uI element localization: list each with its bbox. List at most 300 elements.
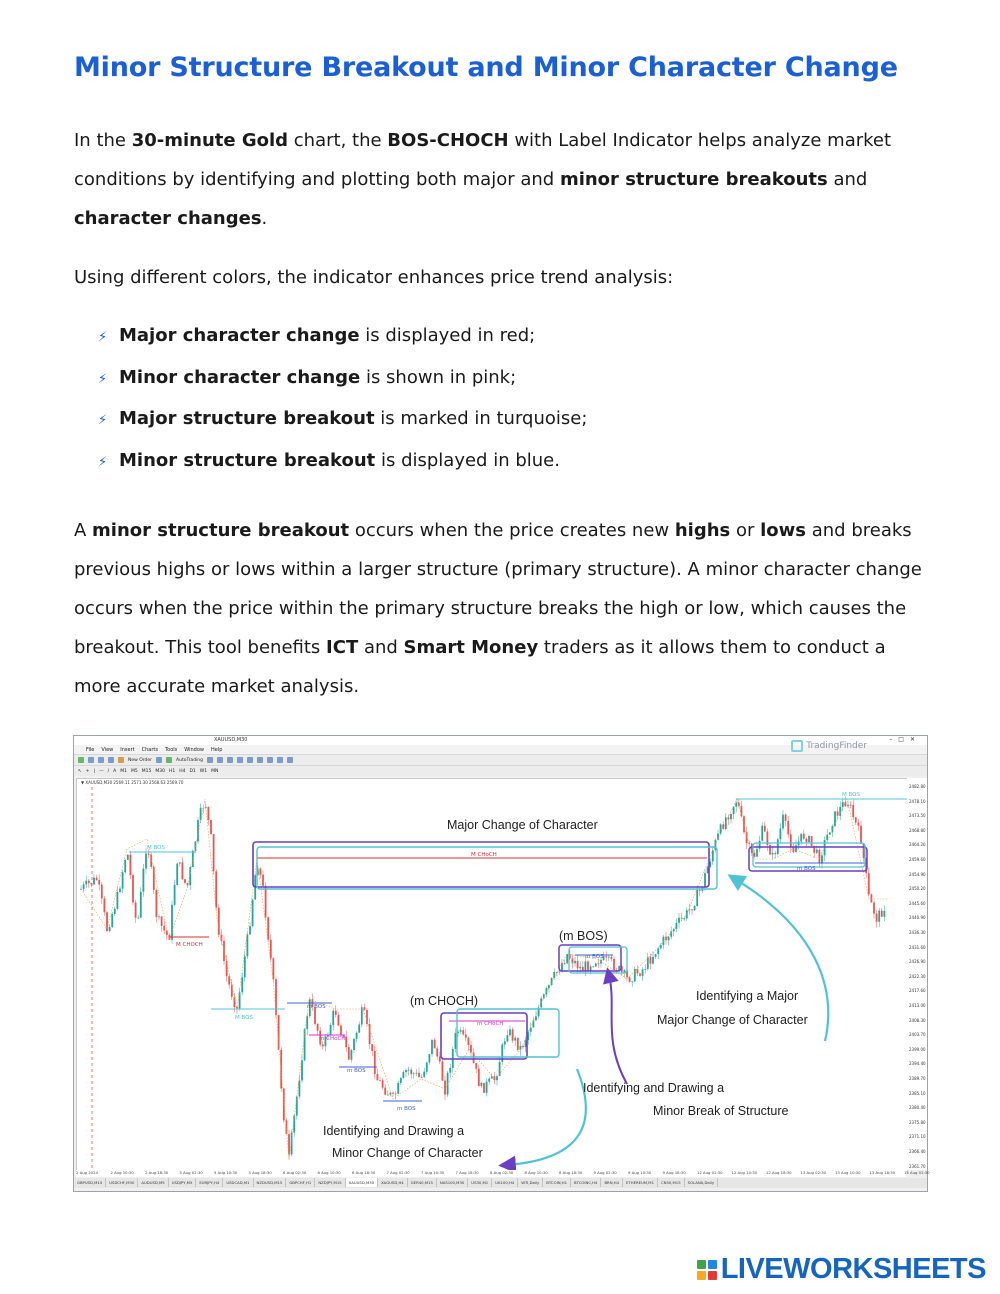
candle-body xyxy=(234,997,236,1007)
time-label: 6 Aug 18:30 xyxy=(352,1170,376,1175)
candle-body xyxy=(418,1073,420,1077)
chart-tab[interactable]: SOLANA,Daily xyxy=(685,1178,718,1187)
candle-body xyxy=(774,853,776,854)
candle-body xyxy=(582,967,584,970)
text-tool-icon[interactable]: A xyxy=(113,768,117,774)
menu-view[interactable]: View xyxy=(101,746,114,753)
candle-body xyxy=(668,937,670,940)
colors-intro: Using different colors, the indicator enhances price trend analysis: xyxy=(74,267,674,288)
price-label: 2422.30 xyxy=(909,973,926,979)
chart-tab[interactable]: XAGUSD,H4 xyxy=(378,1178,408,1187)
timeframe-w1[interactable]: W1 xyxy=(199,768,208,774)
candle-body xyxy=(793,848,795,853)
time-label: 5 Aug 18:30 xyxy=(248,1170,272,1175)
candle-body xyxy=(650,957,652,963)
price-label: 2431.60 xyxy=(909,944,926,950)
candle-body xyxy=(143,869,145,892)
annotation-minor-break-2: Minor Break of Structure xyxy=(653,1104,789,1118)
minor-choch-box-turquoise xyxy=(457,1009,559,1057)
time-label: 7 Aug 18:30 xyxy=(455,1170,479,1175)
chart-tab[interactable]: BRN,H4 xyxy=(601,1178,623,1187)
candle-body xyxy=(564,963,566,964)
candle-body xyxy=(158,916,160,917)
candle-body xyxy=(839,807,841,816)
candle-body xyxy=(132,875,134,902)
indicators-icon[interactable] xyxy=(267,757,273,763)
candle-body xyxy=(730,814,732,819)
candle-body xyxy=(330,1025,332,1035)
candle-body xyxy=(624,970,626,972)
candle-body xyxy=(611,957,613,959)
candle-body xyxy=(340,1026,342,1036)
price-label: 2468.80 xyxy=(909,827,926,833)
timeframe-d1[interactable]: D1 xyxy=(189,768,196,774)
candle-body xyxy=(379,1080,381,1081)
candle-body xyxy=(405,1070,407,1072)
candle-body xyxy=(605,956,607,957)
chart-tab[interactable]: NAS100,M30 xyxy=(437,1178,468,1187)
candle-body xyxy=(148,854,150,855)
candle-body xyxy=(421,1077,423,1078)
candle-body xyxy=(821,855,823,863)
candle-body xyxy=(483,1083,485,1093)
candle-body xyxy=(200,808,202,820)
candle-body xyxy=(429,1054,431,1062)
candle-body xyxy=(241,977,243,992)
chart-tab[interactable]: US30,M1 xyxy=(468,1178,492,1187)
chart-tab[interactable]: BTCOINC,H4 xyxy=(571,1178,601,1187)
candle-body xyxy=(244,956,246,977)
line-chart-icon[interactable] xyxy=(227,757,233,763)
candle-body xyxy=(397,1083,399,1094)
logo-text: LIVEWORKSHEETS xyxy=(720,1253,986,1285)
chart-tab[interactable]: USDJPY,M5 xyxy=(169,1178,197,1187)
time-label: 8 Aug 02:30 xyxy=(490,1170,514,1175)
menu-tools[interactable]: Tools xyxy=(164,746,178,753)
candle-body xyxy=(122,872,124,888)
candle-body xyxy=(863,844,865,858)
candle-body xyxy=(871,894,873,902)
candle-body xyxy=(403,1072,405,1078)
timeframe-m30[interactable]: M30 xyxy=(155,768,165,774)
market-watch-icon[interactable] xyxy=(98,757,104,763)
candle-body xyxy=(517,1038,519,1050)
candle-body xyxy=(574,961,576,963)
window-controls[interactable]: –□✕ xyxy=(889,736,921,743)
candle-body xyxy=(800,834,802,842)
candle-body xyxy=(260,869,262,875)
candle-body xyxy=(629,977,631,982)
candle-body xyxy=(803,834,805,839)
candle-body xyxy=(288,1134,290,1155)
candle-body xyxy=(530,1028,532,1032)
chart-tab[interactable]: BTCOIN,H1 xyxy=(543,1178,571,1187)
candle-body xyxy=(852,805,854,817)
auto-trading-button[interactable]: AutoTrading xyxy=(176,757,204,763)
time-label: 2 Aug 2024 xyxy=(76,1170,98,1175)
new-order-button[interactable]: New Order xyxy=(128,757,153,763)
price-label: 2389.70 xyxy=(909,1076,926,1081)
candle-body xyxy=(785,815,787,821)
candle-body xyxy=(613,959,615,970)
minor-choch-box-purple xyxy=(441,1013,527,1059)
price-label: 2361.70 xyxy=(909,1163,926,1169)
price-label: 2454.90 xyxy=(909,871,926,877)
candle-body xyxy=(847,805,849,807)
candle-body xyxy=(577,961,579,969)
candle-body xyxy=(270,940,272,958)
candle-body xyxy=(470,1045,472,1053)
candle-body xyxy=(208,807,210,820)
candle-body xyxy=(345,1037,347,1048)
candle-body xyxy=(642,969,644,976)
annotation-identify-major-1: Identifying a Major xyxy=(696,989,799,1003)
candle-body xyxy=(850,805,852,806)
candle-body xyxy=(130,855,132,875)
chart-tab[interactable]: CN50,M15 xyxy=(658,1178,685,1187)
candle-body xyxy=(156,890,158,917)
price-label: 2375.80 xyxy=(909,1119,926,1125)
candle-body xyxy=(127,855,129,860)
price-axis xyxy=(907,778,927,1170)
profiles-icon[interactable] xyxy=(88,757,94,763)
candle-body xyxy=(371,1044,373,1051)
chart-tab[interactable]: EURJPY,H4 xyxy=(196,1178,223,1187)
candle-body xyxy=(335,1011,337,1015)
candle-body xyxy=(598,963,600,964)
annotation-minor-change-2: Minor Change of Character xyxy=(332,1146,483,1160)
time-label: 13 Aug 18:30 xyxy=(869,1170,896,1175)
candle-body xyxy=(267,917,269,939)
candle-body xyxy=(881,911,883,917)
arrow-to-minor-bos xyxy=(609,975,627,1084)
candle-body xyxy=(163,926,165,931)
candle-body xyxy=(444,1081,446,1095)
annotation-m-choch: (m CHOCH) xyxy=(410,994,479,1008)
price-label: 2478.10 xyxy=(909,798,926,804)
chart-label-minor-bos-3: m BOS xyxy=(397,1106,416,1112)
candle-body xyxy=(384,1088,386,1095)
candle-body xyxy=(135,902,137,917)
candle-body xyxy=(400,1078,402,1083)
candle-body xyxy=(293,1116,295,1133)
candle-body xyxy=(179,862,181,863)
candle-body xyxy=(884,911,886,917)
candle-body xyxy=(101,885,103,899)
candle-body xyxy=(761,826,763,841)
candle-body xyxy=(265,886,267,917)
price-label: 2413.00 xyxy=(909,1003,926,1008)
new-chart-icon[interactable] xyxy=(78,757,84,763)
price-label: 2426.90 xyxy=(909,959,926,965)
time-label: 8 Aug 10:30 xyxy=(524,1170,548,1175)
candle-body xyxy=(455,1033,457,1049)
candle-body xyxy=(252,900,254,927)
chart-tab[interactable]: AUDUSD,M5 xyxy=(138,1178,168,1187)
candle-body xyxy=(96,878,98,880)
price-label: 2464.20 xyxy=(909,842,926,848)
price-label: 2385.10 xyxy=(909,1090,926,1096)
candle-body xyxy=(743,816,745,832)
chart-label-minor-bos-2: m BOS xyxy=(347,1068,366,1074)
candle-body xyxy=(546,988,548,994)
candle-body xyxy=(860,826,862,844)
major-choch-box-purple xyxy=(253,842,709,887)
menu-file[interactable]: File xyxy=(86,746,95,753)
page-title: Minor Structure Breakout and Minor Character Change xyxy=(74,52,898,83)
annotation-m-bos: (m BOS) xyxy=(559,929,608,943)
candle-body xyxy=(111,914,113,927)
time-axis xyxy=(76,1170,930,1177)
chart-tab[interactable]: WTI,Daily xyxy=(518,1178,543,1187)
cursor-icon[interactable]: ↖ xyxy=(78,768,82,774)
candle-body xyxy=(140,892,142,918)
candle-body xyxy=(332,1011,334,1025)
candle-body xyxy=(161,916,163,926)
candle-body xyxy=(262,875,264,886)
grid-icon[interactable] xyxy=(257,757,263,763)
price-label: 2482.80 xyxy=(909,784,926,789)
price-chart[interactable] xyxy=(76,778,908,1172)
candle-body xyxy=(699,890,701,891)
candle-body xyxy=(317,1024,319,1031)
candle-body xyxy=(171,905,173,940)
candle-body xyxy=(174,885,176,905)
chart-label-minor-bos-5: m BOS xyxy=(797,866,816,872)
explanation-paragraph: A minor structure breakout occurs when the price creates new highs or lows and breaks previous highs or lows within a larger structure (primary structure). A minor character change occurs when the price within the primary structure breaks the high or low, which causes the breakout. This tool benefits ICT and Smart Money traders as it allows them to conduct a more accurate market analysis. xyxy=(74,520,922,697)
price-label: 2394.40 xyxy=(909,1061,926,1067)
candle-body xyxy=(514,1038,516,1041)
brand-name: TradingFinder xyxy=(806,741,867,751)
candle-body xyxy=(119,889,121,892)
candle-body xyxy=(460,1030,462,1032)
list-item: ⚡ Major character change is displayed in red; xyxy=(98,316,587,358)
tradingfinder-logo xyxy=(791,740,867,752)
candle-body xyxy=(488,1079,490,1082)
chart-label-major-bos: M BOS xyxy=(147,845,165,851)
candle-body xyxy=(98,880,100,885)
chart-label-minor-bos-4: m BOS xyxy=(585,954,604,960)
candle-body xyxy=(689,909,691,910)
candle-body xyxy=(215,871,217,907)
candle-body xyxy=(306,1016,308,1029)
vertical-line-icon[interactable]: | xyxy=(93,768,96,774)
candle-body xyxy=(369,1024,371,1044)
price-label: 2366.40 xyxy=(909,1149,926,1154)
candle-body xyxy=(572,959,574,964)
candle-body xyxy=(494,1076,496,1080)
candle-body xyxy=(683,918,685,919)
candle-body xyxy=(652,957,654,964)
candle-body xyxy=(657,948,659,954)
color-legend-list xyxy=(98,316,587,482)
candle-body xyxy=(124,860,126,872)
candle-body xyxy=(512,1029,514,1040)
bolt-icon: ⚡ xyxy=(98,371,108,387)
bar-chart-icon[interactable] xyxy=(207,757,213,763)
time-label: 5 Aug 10:30 xyxy=(214,1170,238,1175)
price-label: 2436.30 xyxy=(909,930,926,935)
intro-paragraph: In the 30-minute Gold chart, the BOS-CHOCH with Label Indicator helps analyze market conditions by identifying and plotting both major and minor structure breakouts and character changes. xyxy=(74,130,892,229)
candle-body xyxy=(431,1040,433,1054)
main-toolbar xyxy=(74,754,927,765)
annotation-minor-break-1: Identifying and Drawing a xyxy=(583,1081,725,1095)
candle-body xyxy=(475,1063,477,1069)
price-label: 2371.10 xyxy=(909,1134,926,1140)
candle-body xyxy=(353,1039,355,1050)
candle-body xyxy=(595,963,597,966)
timeframe-m15[interactable]: M15 xyxy=(141,768,152,774)
navigator-icon[interactable] xyxy=(108,757,114,763)
timeframe-h4[interactable]: H4 xyxy=(179,768,186,774)
candle-body xyxy=(382,1080,384,1087)
candle-body xyxy=(377,1074,379,1080)
price-label: 2380.40 xyxy=(909,1105,926,1111)
price-label: 2399.00 xyxy=(909,1046,926,1052)
timeframe-m5[interactable]: M5 xyxy=(130,768,138,774)
candle-body xyxy=(590,966,592,970)
candle-body xyxy=(876,914,878,922)
chart-label-minor-choch-2: m CHoCH xyxy=(477,1021,504,1027)
candle-chart-icon[interactable] xyxy=(217,757,223,763)
chart-tab[interactable]: GBPUSD,M15 xyxy=(74,1178,106,1187)
candle-body xyxy=(413,1073,415,1074)
price-label: 2450.20 xyxy=(909,886,926,892)
chart-label-major-choch: M CHOCH xyxy=(176,942,203,948)
time-label: 2 Aug 18:30 xyxy=(145,1170,169,1175)
candle-body xyxy=(733,807,735,814)
candle-body xyxy=(842,802,844,807)
candle-body xyxy=(192,851,194,867)
candle-body xyxy=(478,1069,480,1086)
candle-body xyxy=(114,909,116,914)
candle-body xyxy=(436,1048,438,1056)
candle-body xyxy=(756,849,758,857)
candle-body xyxy=(137,918,139,919)
candle-body xyxy=(348,1047,350,1059)
price-label: 2459.60 xyxy=(909,857,926,862)
candle-body xyxy=(468,1038,470,1045)
time-label: 6 Aug 10:30 xyxy=(317,1170,341,1175)
list-item: ⚡ Minor structure breakout is displayed in blue. xyxy=(98,441,587,483)
time-label: 7 Aug 02:30 xyxy=(386,1170,410,1175)
chart-label-minor-choch-1: m CHoCH xyxy=(319,1036,346,1042)
candle-body xyxy=(491,1076,493,1078)
price-label: 2408.30 xyxy=(909,1017,926,1023)
menu-window[interactable]: Window xyxy=(184,746,204,753)
time-label: 13 Aug 02:30 xyxy=(800,1170,827,1175)
chart-tab[interactable]: NZDJPY,M15 xyxy=(315,1178,345,1187)
chart-tab[interactable]: USDCHF,M30 xyxy=(106,1178,138,1187)
time-label: 7 Aug 10:30 xyxy=(421,1170,445,1175)
chart-tab[interactable]: NZDUSD,M15 xyxy=(254,1178,287,1187)
candle-body xyxy=(772,853,774,855)
candle-body xyxy=(579,967,581,968)
templates-icon[interactable] xyxy=(287,757,293,763)
candle-body xyxy=(811,836,813,846)
zoom-out-icon[interactable] xyxy=(247,757,253,763)
timeframe-mn[interactable]: MN xyxy=(211,768,219,774)
bolt-icon: ⚡ xyxy=(98,454,108,470)
liveworksheets-logo xyxy=(697,1253,986,1286)
chart-tab[interactable]: USDCAD,M1 xyxy=(223,1178,253,1187)
chart-tab[interactable]: XAUUSD,M30 xyxy=(346,1178,378,1187)
candle-body xyxy=(790,834,792,847)
candle-body xyxy=(873,903,875,914)
time-label: 9 Aug 18:30 xyxy=(662,1170,686,1175)
candle-body xyxy=(678,918,680,923)
timeframe-m1[interactable]: M1 xyxy=(120,768,127,774)
candle-body xyxy=(704,873,706,887)
symbol-info: ▼ XAUUSD,M30 2569.11 2571.30 2568.63 2569.70 xyxy=(81,780,184,785)
time-label: 5 Aug 02:30 xyxy=(179,1170,203,1175)
candle-body xyxy=(109,927,111,931)
horizontal-line-icon[interactable]: — xyxy=(99,768,104,774)
candle-body xyxy=(299,1080,301,1096)
candle-body xyxy=(449,1068,451,1073)
candle-body xyxy=(83,884,85,889)
candle-body xyxy=(426,1062,428,1071)
chart-tab[interactable]: GBPCHF,H1 xyxy=(286,1178,315,1187)
price-label: 2473.50 xyxy=(909,813,926,819)
crosshair-icon[interactable]: + xyxy=(85,768,90,774)
new-order-icon[interactable] xyxy=(118,757,124,763)
trendline-icon[interactable]: / xyxy=(107,768,110,774)
menu-insert[interactable]: Insert xyxy=(120,746,135,753)
time-label: 6 Aug 02:30 xyxy=(283,1170,307,1175)
candle-body xyxy=(504,1041,506,1044)
trading-platform-screenshot xyxy=(73,735,928,1192)
meta-editor-icon[interactable] xyxy=(156,757,162,763)
chart-tab[interactable]: ETHEREUM,M1 xyxy=(623,1178,658,1187)
candle-body xyxy=(481,1083,483,1086)
candle-body xyxy=(462,1030,464,1034)
timeframe-h1[interactable]: H1 xyxy=(168,768,176,774)
candle-body xyxy=(712,850,714,861)
candle-body xyxy=(104,898,106,912)
auto-trading-icon[interactable] xyxy=(166,757,172,763)
candle-body xyxy=(338,1015,340,1026)
menu-help[interactable]: Help xyxy=(211,746,223,753)
candle-body xyxy=(236,1007,238,1008)
candle-body xyxy=(301,1060,303,1080)
time-label: 12 Aug 18:30 xyxy=(766,1170,792,1175)
candle-body xyxy=(210,820,212,834)
candle-body xyxy=(351,1050,353,1060)
candle-body xyxy=(176,864,178,885)
chart-tabs xyxy=(74,1178,927,1188)
chart-tab[interactable]: UK100,H4 xyxy=(492,1178,518,1187)
list-item: ⚡ Minor character change is shown in pink; xyxy=(98,358,587,400)
chart-label-minor-bos-1: m BOS xyxy=(307,1004,326,1010)
candle-body xyxy=(826,835,828,840)
candle-body xyxy=(855,817,857,822)
candle-body xyxy=(639,973,641,975)
list-item: ⚡ Major structure breakout is marked in turquoise; xyxy=(98,399,587,441)
candle-body xyxy=(423,1072,425,1077)
candle-body xyxy=(117,892,119,909)
annotation-major-change: Major Change of Character xyxy=(447,818,598,832)
time-label: 8 Aug 18:30 xyxy=(559,1170,583,1175)
candle-body xyxy=(278,1015,280,1050)
candle-body xyxy=(410,1070,412,1074)
menu-charts[interactable]: Charts xyxy=(141,746,158,753)
chart-tab[interactable]: GER40,M15 xyxy=(408,1178,437,1187)
price-label: 2417.60 xyxy=(909,988,926,994)
zoom-in-icon[interactable] xyxy=(237,757,243,763)
chart-label-major-bos-3: M BOS xyxy=(842,792,860,798)
periods-icon[interactable] xyxy=(277,757,283,763)
